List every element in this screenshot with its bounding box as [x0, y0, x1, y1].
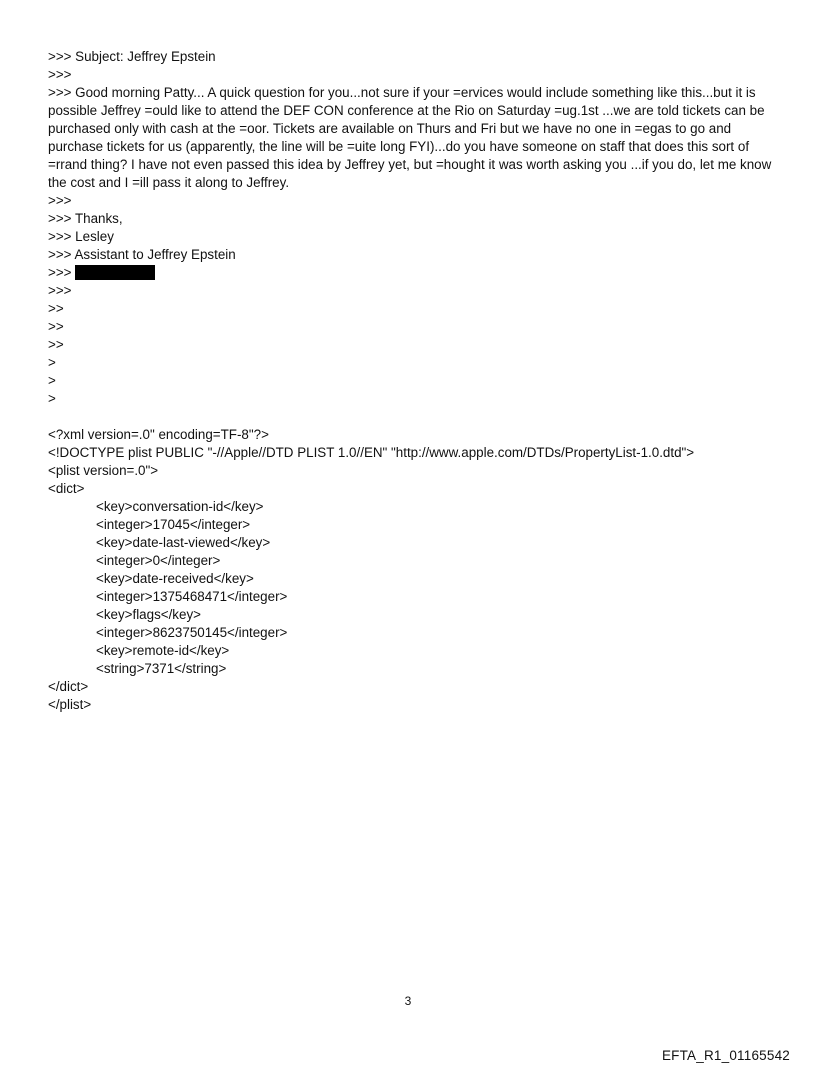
quote-marker: >>>: [48, 265, 72, 280]
email-body-paragraph: >>> Good morning Patty... A quick question for you...not sure if your =ervices would include something like this...but it is possible Jeffrey =ould like to attend the DEF CON conference at the Rio on Saturday =ug.1st ...we are told tickets can be purchased only with cash at the =oor. Tickets are available on Thurs and Fri but we have no one in =egas to go and purchase tickets for us (apparently, the line will be =uite long FYI)...do you have someone on staff that does this sort of =rrand thing? I have not even passed this idea by Jeffrey yet, but =hought it was worth asking you ...if you do, let me know the cost and I =ill pass it along to Jeffrey.: [48, 85, 772, 190]
redaction-box: [75, 265, 155, 280]
dict-open-tag: <dict>: [48, 481, 85, 496]
plist-entry: <key>date-last-viewed</key>: [96, 535, 271, 550]
quote-marker-line: >>: [48, 301, 64, 316]
quote-marker-line: >>>: [48, 193, 72, 208]
signoff-line: >>> Thanks,: [48, 211, 123, 226]
quote-marker-line: >>>: [48, 283, 72, 298]
plist-entry: <key>conversation-id</key>: [96, 499, 264, 514]
plist-entry: <key>flags</key>: [96, 607, 201, 622]
quote-marker-line: >>>: [48, 67, 72, 82]
plist-entry: <string>7371</string>: [96, 661, 227, 676]
plist-entry: <key>date-received</key>: [96, 571, 254, 586]
bates-number: EFTA_R1_01165542: [661, 1048, 790, 1063]
spacer: [48, 408, 778, 426]
plist-entry: <integer>1375468471</integer>: [96, 589, 288, 604]
quote-marker-line: >: [48, 355, 56, 370]
subject-line: >>> Subject: Jeffrey Epstein: [48, 49, 216, 64]
plist-entry: <key>remote-id</key>: [96, 643, 230, 658]
quote-marker-line: >: [48, 391, 56, 406]
plist-entry: <integer>17045</integer>: [96, 517, 251, 532]
signature-title-line: >>> Assistant to Jeffrey Epstein: [48, 247, 236, 262]
redacted-line: [48, 264, 778, 282]
plist-doctype: <!DOCTYPE plist PUBLIC "-//Apple//DTD PLIST 1.0//EN" "http://www.apple.com/DTDs/PropertyList-1.0.dtd">: [48, 445, 695, 460]
plist-open-tag: <plist version=.0">: [48, 463, 159, 478]
plist-entry: <integer>0</integer>: [96, 553, 221, 568]
document-body: [48, 48, 778, 714]
dict-close-tag: </dict>: [48, 679, 89, 694]
plist-entry: <integer>8623750145</integer>: [96, 625, 288, 640]
quote-marker-line: >>: [48, 337, 64, 352]
quote-marker-line: >: [48, 373, 56, 388]
page-number: 3: [404, 994, 412, 1008]
signature-name-line: >>> Lesley: [48, 229, 114, 244]
plist-xml-declaration: <?xml version=.0" encoding=TF-8"?>: [48, 427, 269, 442]
plist-close-tag: </plist>: [48, 697, 92, 712]
quote-marker-line: >>: [48, 319, 64, 334]
